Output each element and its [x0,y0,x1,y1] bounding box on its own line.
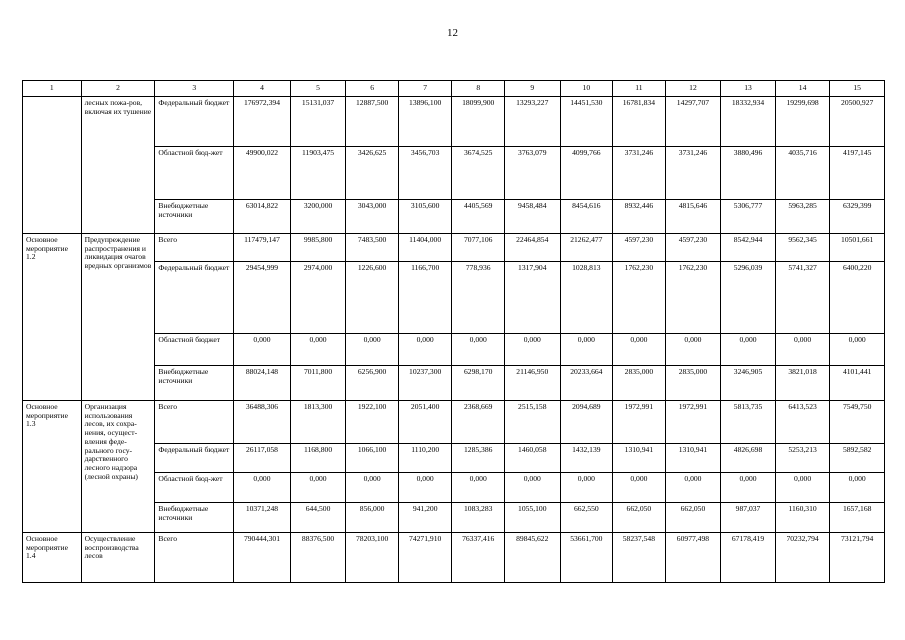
funding-source: Областной бюд-жет [155,147,234,200]
funding-source: Всего [155,234,234,262]
amount-cell: 6413,523 [775,401,830,444]
amount-cell: 5253,213 [775,444,830,473]
amount-cell: 2094,689 [560,401,613,444]
activity-code: Основное мероприятие 1.3 [23,401,82,533]
amount-cell: 1657,168 [830,503,885,533]
amount-cell: 76337,416 [452,533,505,583]
amount-cell: 26117,058 [234,444,291,473]
column-header-4: 4 [234,81,291,97]
table-row [23,401,885,444]
amount-cell: 5892,582 [830,444,885,473]
amount-cell: 60977,498 [665,533,721,583]
amount-cell: 1317,904 [504,262,560,334]
amount-cell: 3246,905 [721,366,776,401]
amount-cell: 0,000 [504,473,560,503]
amount-cell: 3763,079 [504,147,560,200]
amount-cell: 0,000 [613,334,666,366]
amount-cell: 3821,018 [775,366,830,401]
amount-cell: 10237,300 [398,366,452,401]
amount-cell: 1460,058 [504,444,560,473]
amount-cell: 58237,548 [613,533,666,583]
amount-cell: 6298,170 [452,366,505,401]
amount-cell: 1110,200 [398,444,452,473]
amount-cell: 3731,246 [665,147,721,200]
amount-cell: 4597,230 [665,234,721,262]
amount-cell: 941,200 [398,503,452,533]
amount-cell: 10371,248 [234,503,291,533]
amount-cell: 662,550 [560,503,613,533]
amount-cell: 1310,941 [613,444,666,473]
funding-source: Внебюджетные источники [155,503,234,533]
amount-cell: 11404,000 [398,234,452,262]
amount-cell: 1972,991 [665,401,721,444]
amount-cell: 3456,703 [398,147,452,200]
amount-cell: 88024,148 [234,366,291,401]
amount-cell: 12887,500 [346,97,399,147]
amount-cell: 1432,139 [560,444,613,473]
amount-cell: 7549,750 [830,401,885,444]
column-header-9: 9 [504,81,560,97]
activity-code: Основное мероприятие 1.4 [23,533,82,583]
amount-cell: 53661,700 [560,533,613,583]
amount-cell: 67178,419 [721,533,776,583]
amount-cell: 14297,707 [665,97,721,147]
amount-cell: 70232,794 [775,533,830,583]
amount-cell: 74271,910 [398,533,452,583]
amount-cell: 2368,669 [452,401,505,444]
table-row [23,533,885,583]
column-header-1: 1 [23,81,82,97]
amount-cell: 0,000 [234,473,291,503]
column-header-2: 2 [81,81,155,97]
amount-cell: 21146,950 [504,366,560,401]
amount-cell: 1762,230 [665,262,721,334]
amount-cell: 10501,661 [830,234,885,262]
column-header-7: 7 [398,81,452,97]
amount-cell: 0,000 [504,334,560,366]
amount-cell: 21262,477 [560,234,613,262]
amount-cell: 8932,446 [613,200,666,234]
column-header-3: 3 [155,81,234,97]
funding-source: Федеральный бюджет [155,444,234,473]
amount-cell: 1028,813 [560,262,613,334]
amount-cell: 0,000 [452,334,505,366]
amount-cell: 73121,794 [830,533,885,583]
amount-cell: 1972,991 [613,401,666,444]
amount-cell: 0,000 [560,473,613,503]
column-header-8: 8 [452,81,505,97]
amount-cell: 4826,698 [721,444,776,473]
activity-description: Предупреждение распространения и ликвидация очагов вредных организмов [81,234,155,401]
funding-source: Всего [155,401,234,444]
amount-cell: 5963,285 [775,200,830,234]
amount-cell: 0,000 [613,473,666,503]
amount-cell: 2835,000 [665,366,721,401]
amount-cell: 15131,037 [290,97,346,147]
amount-cell: 0,000 [665,473,721,503]
amount-cell: 1168,800 [290,444,346,473]
amount-cell: 4597,230 [613,234,666,262]
page-number: 12 [447,27,458,39]
amount-cell: 0,000 [775,334,830,366]
funding-source: Внебюджетные источники [155,200,234,234]
column-header-6: 6 [346,81,399,97]
activity-code [23,97,82,234]
amount-cell: 778,936 [452,262,505,334]
table-row [23,234,885,262]
amount-cell: 9985,800 [290,234,346,262]
column-header-11: 11 [613,81,666,97]
amount-cell: 0,000 [398,473,452,503]
amount-cell: 987,037 [721,503,776,533]
amount-cell: 117479,147 [234,234,291,262]
activity-code: Основное мероприятие 1.2 [23,234,82,401]
amount-cell: 1160,310 [775,503,830,533]
amount-cell: 11903,475 [290,147,346,200]
amount-cell: 5813,735 [721,401,776,444]
header-row [23,81,885,97]
column-header-15: 15 [830,81,885,97]
column-header-10: 10 [560,81,613,97]
amount-cell: 7483,500 [346,234,399,262]
amount-cell: 4101,441 [830,366,885,401]
amount-cell: 3731,246 [613,147,666,200]
amount-cell: 6329,399 [830,200,885,234]
amount-cell: 4197,145 [830,147,885,200]
amount-cell: 0,000 [398,334,452,366]
amount-cell: 2974,000 [290,262,346,334]
amount-cell: 1083,283 [452,503,505,533]
funding-source: Областной бюджет [155,334,234,366]
funding-source: Внебюджетные источники [155,366,234,401]
budget-table [22,80,885,583]
funding-source: Всего [155,533,234,583]
amount-cell: 4815,646 [665,200,721,234]
amount-cell: 5741,327 [775,262,830,334]
amount-cell: 1922,100 [346,401,399,444]
amount-cell: 856,000 [346,503,399,533]
amount-cell: 644,500 [290,503,346,533]
amount-cell: 0,000 [830,473,885,503]
amount-cell: 0,000 [830,334,885,366]
activity-description: лесных пожа-ров, включая их тушение [81,97,155,234]
amount-cell: 0,000 [346,473,399,503]
amount-cell: 0,000 [290,473,346,503]
amount-cell: 176972,394 [234,97,291,147]
activity-description: Организация использования лесов, их сохра-нения, осущест-вления феде-рального госу-дарственного лесного надзора (лесной охраны) [81,401,155,533]
amount-cell: 3105,600 [398,200,452,234]
amount-cell: 88376,500 [290,533,346,583]
amount-cell: 0,000 [775,473,830,503]
amount-cell: 13896,100 [398,97,452,147]
amount-cell: 790444,301 [234,533,291,583]
amount-cell: 0,000 [665,334,721,366]
amount-cell: 1285,386 [452,444,505,473]
amount-cell: 0,000 [721,473,776,503]
column-header-5: 5 [290,81,346,97]
amount-cell: 0,000 [234,334,291,366]
amount-cell: 9562,345 [775,234,830,262]
amount-cell: 8454,616 [560,200,613,234]
amount-cell: 19299,698 [775,97,830,147]
amount-cell: 2051,400 [398,401,452,444]
amount-cell: 18099,900 [452,97,505,147]
column-header-14: 14 [775,81,830,97]
amount-cell: 4405,569 [452,200,505,234]
amount-cell: 1226,600 [346,262,399,334]
amount-cell: 2835,000 [613,366,666,401]
amount-cell: 1166,700 [398,262,452,334]
column-header-12: 12 [665,81,721,97]
amount-cell: 3043,000 [346,200,399,234]
amount-cell: 14451,530 [560,97,613,147]
amount-cell: 2515,158 [504,401,560,444]
column-header-13: 13 [721,81,776,97]
amount-cell: 89845,622 [504,533,560,583]
amount-cell: 0,000 [452,473,505,503]
amount-cell: 6400,220 [830,262,885,334]
amount-cell: 662,050 [665,503,721,533]
table-row [23,97,885,147]
amount-cell: 20233,664 [560,366,613,401]
amount-cell: 0,000 [346,334,399,366]
funding-source: Федеральный бюджет [155,262,234,334]
amount-cell: 3674,525 [452,147,505,200]
amount-cell: 662,050 [613,503,666,533]
amount-cell: 49900,022 [234,147,291,200]
amount-cell: 0,000 [560,334,613,366]
amount-cell: 78203,100 [346,533,399,583]
amount-cell: 1762,230 [613,262,666,334]
amount-cell: 0,000 [290,334,346,366]
amount-cell: 13293,227 [504,97,560,147]
amount-cell: 20500,927 [830,97,885,147]
amount-cell: 5306,777 [721,200,776,234]
amount-cell: 22464,854 [504,234,560,262]
amount-cell: 4099,766 [560,147,613,200]
amount-cell: 7011,800 [290,366,346,401]
amount-cell: 5296,039 [721,262,776,334]
amount-cell: 7077,106 [452,234,505,262]
amount-cell: 3426,625 [346,147,399,200]
amount-cell: 16781,834 [613,97,666,147]
funding-source: Федеральный бюджет [155,97,234,147]
amount-cell: 1066,100 [346,444,399,473]
amount-cell: 6256,900 [346,366,399,401]
amount-cell: 1813,300 [290,401,346,444]
amount-cell: 1310,941 [665,444,721,473]
funding-source: Областной бюд-жет [155,473,234,503]
amount-cell: 3200,000 [290,200,346,234]
amount-cell: 0,000 [721,334,776,366]
amount-cell: 29454,999 [234,262,291,334]
amount-cell: 18332,934 [721,97,776,147]
amount-cell: 8542,944 [721,234,776,262]
amount-cell: 63014,822 [234,200,291,234]
activity-description: Осуществление воспроизводства лесов [81,533,155,583]
amount-cell: 3880,496 [721,147,776,200]
amount-cell: 36488,306 [234,401,291,444]
amount-cell: 1055,100 [504,503,560,533]
amount-cell: 9458,484 [504,200,560,234]
amount-cell: 4035,716 [775,147,830,200]
